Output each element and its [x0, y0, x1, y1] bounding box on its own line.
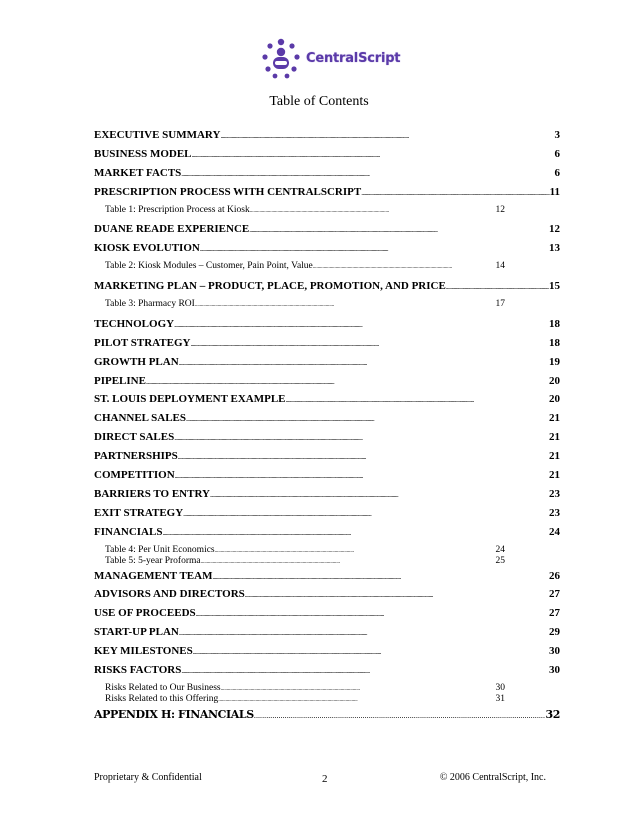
toc-page-number: 24: [495, 544, 505, 555]
toc-page-number: 14: [495, 261, 505, 272]
toc-entry[interactable]: [94, 507, 560, 526]
toc-entry-label: BUSINESS MODEL: [94, 147, 192, 160]
toc-subentry[interactable]: [94, 205, 505, 224]
dot-leader: [186, 412, 549, 424]
pill-figure-logo-icon: [258, 35, 304, 81]
toc-entry-label: EXIT STRATEGY: [94, 506, 184, 519]
toc-entry[interactable]: [94, 186, 560, 205]
toc-entry-label: DUANE READE EXPERIENCE: [94, 223, 250, 236]
dot-leader: [245, 588, 549, 600]
toc-entry[interactable]: [94, 337, 560, 356]
toc-entry-label: RISKS FACTORS: [94, 664, 182, 677]
toc-entry-label: MANAGEMENT TEAM: [94, 569, 213, 582]
toc-page-number: 30: [495, 682, 505, 693]
toc-page-number: 27: [549, 607, 560, 620]
toc-entry[interactable]: [94, 570, 560, 589]
logo-text: CentralScript: [306, 50, 401, 66]
toc-entry[interactable]: [94, 356, 560, 375]
toc-page-number: 18: [549, 336, 560, 349]
toc-entry[interactable]: [94, 450, 560, 469]
toc-entry[interactable]: [94, 242, 560, 261]
dot-leader: [361, 186, 549, 198]
toc-subentry[interactable]: [94, 299, 505, 318]
toc-page-number: 6: [554, 147, 560, 160]
toc-page-number: 12: [549, 223, 560, 236]
toc-page-number: 18: [549, 317, 560, 330]
footer-page-number: 2: [322, 773, 328, 785]
toc-subentry-label: Table 2: Kiosk Modules – Customer, Pain Point, Value: [105, 261, 313, 272]
toc-entry-label: FINANCIALS: [94, 525, 163, 538]
toc-entry-label: MARKET FACTS: [94, 166, 182, 179]
dot-leader: [221, 683, 493, 693]
toc-page-number: 20: [549, 393, 560, 406]
toc-entry-label: BARRIERS TO ENTRY: [94, 487, 210, 500]
company-logo: [258, 33, 401, 83]
dot-leader: [195, 299, 493, 309]
toc-title: Table of Contents: [269, 94, 369, 109]
toc-page-number: 29: [549, 626, 560, 639]
toc-entry-label: GROWTH PLAN: [94, 355, 179, 368]
toc-entry[interactable]: [94, 588, 560, 607]
toc-page-number: 24: [549, 525, 560, 538]
toc-entry-label: PRESCRIPTION PROCESS WITH CENTRALSCRIPT: [94, 185, 362, 198]
toc-entry[interactable]: [94, 469, 560, 488]
toc-subentry-label: Table 3: Pharmacy ROI: [105, 299, 195, 310]
footer-copyright: © 2006 CentralScript, Inc.: [439, 772, 546, 783]
toc-entry[interactable]: [94, 431, 560, 450]
dot-leader: [218, 694, 492, 704]
toc-page-number: 25: [495, 555, 505, 566]
toc-subentry[interactable]: [94, 545, 505, 556]
toc-entry-label: ADVISORS AND DIRECTORS: [94, 588, 245, 601]
toc-entry[interactable]: [94, 280, 560, 299]
toc-subentry[interactable]: [94, 694, 505, 708]
dot-leader: [215, 545, 493, 555]
toc-entry-label: CHANNEL SALES: [94, 412, 187, 425]
dot-leader: [210, 488, 549, 500]
toc-entry[interactable]: [94, 129, 560, 148]
dot-leader: [212, 570, 549, 582]
toc-entry-label: START-UP PLAN: [94, 626, 179, 639]
toc-page-number: 20: [549, 374, 560, 387]
dot-leader: [286, 393, 549, 405]
dot-leader: [181, 664, 549, 676]
dot-leader: [190, 337, 549, 349]
dot-leader: [220, 129, 554, 141]
toc-page-number: 12: [495, 204, 505, 215]
toc-page-number: 13: [549, 242, 560, 255]
dot-leader: [175, 469, 549, 481]
toc-page-number: 19: [549, 355, 560, 368]
dot-leader: [249, 223, 549, 235]
toc-page-number: 3: [554, 129, 560, 141]
toc-page-number: 21: [549, 412, 560, 425]
toc-page-number: 26: [549, 569, 560, 582]
toc-entry-label: USE OF PROCEEDS: [94, 607, 196, 620]
toc-page-number: 27: [549, 588, 560, 601]
toc-page-number: 31: [495, 693, 505, 704]
dot-leader: [193, 645, 549, 657]
toc-page-number: 21: [549, 450, 560, 463]
page-footer: [94, 772, 546, 786]
toc-subentry-label: Risks Related to Our Business: [105, 682, 221, 693]
toc-entry[interactable]: [94, 148, 560, 167]
toc-entry[interactable]: [94, 318, 560, 337]
toc-page-number: 17: [495, 299, 505, 310]
toc-entry[interactable]: [94, 223, 560, 242]
toc-entry[interactable]: [94, 375, 560, 394]
toc-page-number: 15: [549, 280, 560, 293]
toc-page-number: 23: [549, 506, 560, 519]
toc-entry[interactable]: [94, 645, 560, 664]
toc-entry[interactable]: [94, 393, 560, 412]
toc-page-number: 30: [549, 664, 560, 677]
dot-leader: [183, 507, 549, 519]
toc-subentry-label: Risks Related to this Offering: [105, 693, 219, 704]
dot-leader: [174, 318, 549, 330]
toc-entry-label: MARKETING PLAN – PRODUCT, PLACE, PROMOTION, AND PRICE: [94, 280, 446, 293]
toc-entry-label: KEY MILESTONES: [94, 645, 193, 658]
toc-entry[interactable]: [94, 607, 560, 626]
toc-entry-label: EXECUTIVE SUMMARY: [94, 129, 221, 141]
dot-leader: [179, 356, 549, 368]
toc-entry-label: PIPELINE: [94, 374, 146, 387]
dot-leader: [196, 607, 549, 619]
dot-leader: [200, 242, 549, 254]
toc-subentry-label: Table 1: Prescription Process at Kiosk: [105, 204, 250, 215]
dot-leader: [313, 261, 493, 271]
table-of-contents: [94, 129, 560, 727]
toc-page-number: 6: [554, 166, 560, 179]
toc-entry[interactable]: [94, 664, 560, 683]
toc-entry-label: TECHNOLOGY: [94, 317, 175, 330]
dot-leader: [181, 167, 554, 179]
toc-entry-label: ST. LOUIS DEPLOYMENT EXAMPLE: [94, 393, 286, 406]
dot-leader: [250, 205, 493, 215]
toc-page-number: 23: [549, 487, 560, 500]
toc-page-number: 21: [549, 431, 560, 444]
toc-subentry-label: Table 5: 5-year Proforma: [105, 555, 201, 566]
toc-page-number: 11: [549, 185, 560, 198]
toc-entry-label: DIRECT SALES: [94, 431, 175, 444]
dot-leader: [254, 708, 546, 721]
toc-subentry[interactable]: [94, 556, 505, 570]
dot-leader: [192, 148, 555, 160]
dot-leader: [162, 526, 549, 538]
toc-entry[interactable]: [94, 526, 560, 545]
toc-subentry-label: Table 4: Per Unit Economics: [105, 544, 215, 555]
toc-subentry[interactable]: [94, 261, 505, 280]
dot-leader: [446, 280, 549, 292]
dot-leader: [201, 556, 493, 566]
toc-entry-label: PILOT STRATEGY: [94, 336, 191, 349]
dot-leader: [178, 450, 549, 462]
toc-entry-label: PARTNERSHIPS: [94, 450, 178, 463]
toc-entry[interactable]: [94, 412, 560, 431]
toc-subentry[interactable]: [94, 683, 505, 694]
toc-entry-label: APPENDIX H: FINANCIALS: [94, 707, 254, 721]
dot-leader: [174, 431, 549, 443]
toc-entry[interactable]: [94, 626, 560, 645]
dot-leader: [146, 375, 549, 387]
toc-entry[interactable]: [94, 167, 560, 186]
toc-entry[interactable]: [94, 488, 560, 507]
footer-confidential: Proprietary & Confidential: [94, 772, 202, 783]
toc-page-number: 30: [549, 645, 560, 658]
toc-entry-label: COMPETITION: [94, 469, 175, 482]
toc-entry[interactable]: [94, 708, 560, 727]
toc-entry-label: KIOSK EVOLUTION: [94, 242, 200, 255]
toc-page-number: 21: [549, 469, 560, 482]
toc-page-number: 32: [545, 707, 560, 721]
dot-leader: [179, 626, 549, 638]
